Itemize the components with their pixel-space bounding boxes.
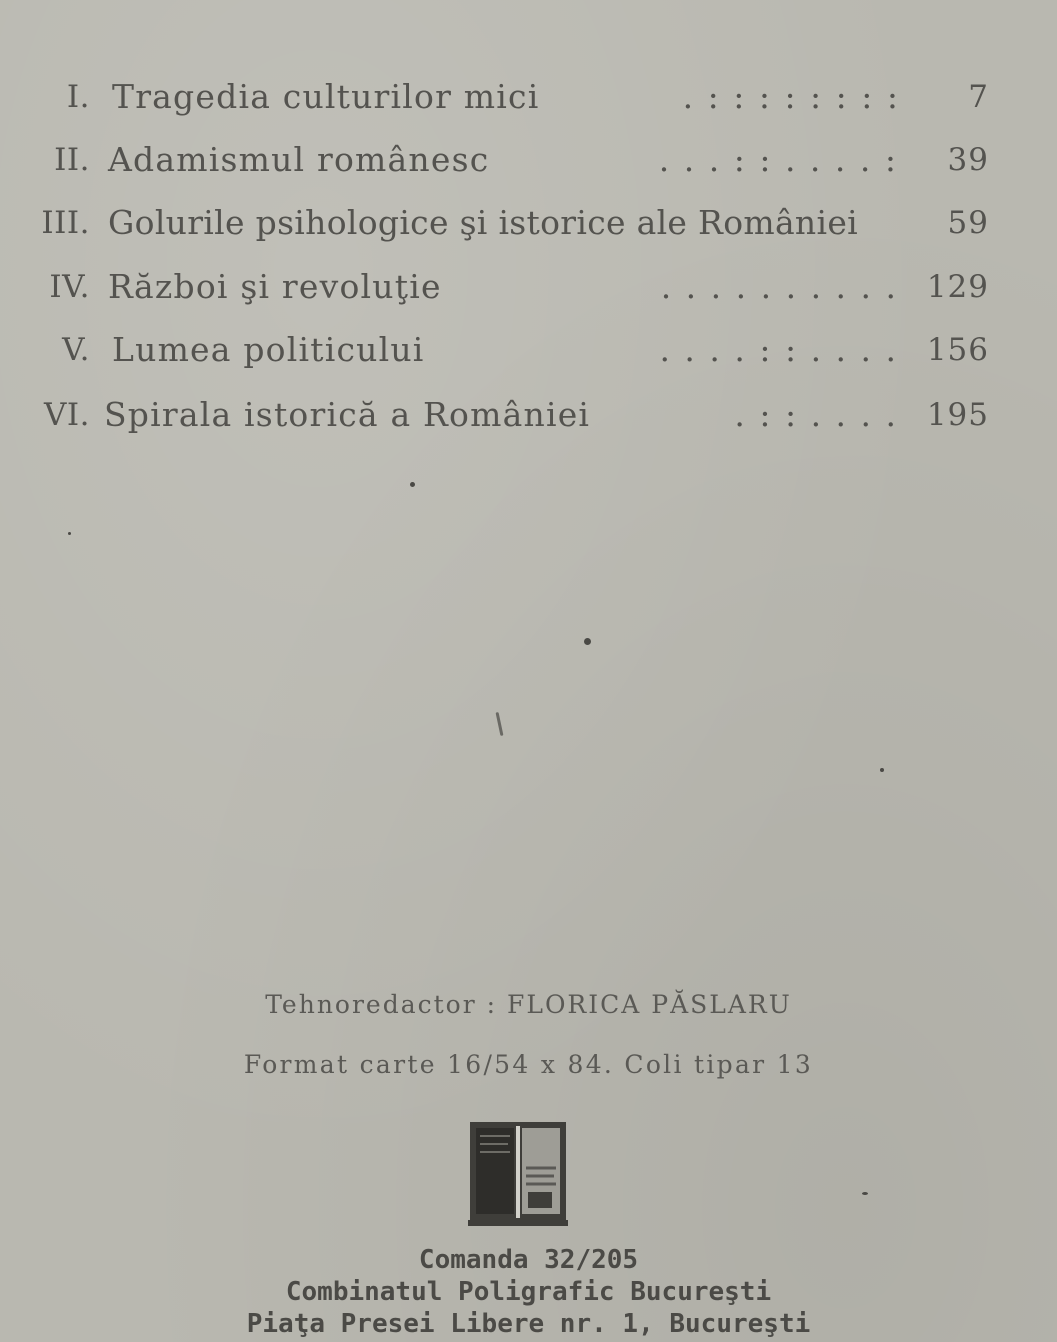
chapter-title: Tragedia culturilor mici [112, 77, 540, 116]
dot-leader: . . . . . . . . . . [660, 267, 898, 306]
ink-speck [68, 532, 71, 535]
toc-entry-4 [0, 262, 1057, 312]
printing-house-name: Combinatul Poligrafic Bucureşti [285, 1277, 772, 1307]
chapter-title: Golurile psihologice şi istorice ale României [108, 203, 859, 242]
chapter-title: Adamismul românesc [108, 140, 490, 179]
ink-scratch [496, 712, 504, 736]
colophon-technical-editor: Tehnoredactor : FLORICA PĂSLARU [265, 990, 792, 1019]
colophon-format: Format carte 16/54 x 84. Coli tipar 13 [243, 1050, 814, 1079]
dot-leader: . . . . : : . . . . [659, 330, 898, 369]
chapter-number: IV. [49, 269, 90, 305]
toc-entry-5 [0, 325, 1057, 375]
dot-leader: . : : : : : : : : [682, 77, 900, 116]
page-number: 59 [947, 205, 989, 241]
chapter-number: V. [62, 332, 90, 368]
page-number: 7 [968, 79, 989, 115]
chapter-number: III. [41, 205, 90, 241]
page-number: 195 [926, 397, 989, 433]
ink-speck [410, 482, 415, 487]
toc-entry-2 [0, 135, 1057, 185]
chapter-number: I. [66, 79, 90, 115]
page-number: 129 [926, 269, 989, 305]
ink-speck [880, 768, 884, 772]
toc-entry-1 [0, 72, 1057, 122]
ink-speck [862, 1192, 868, 1195]
toc-entry-6 [0, 390, 1057, 440]
chapter-number: VI. [44, 397, 90, 433]
page-number: 39 [947, 142, 989, 178]
print-order-number: Comanda 32/205 [418, 1245, 639, 1275]
chapter-number: II. [54, 142, 90, 178]
dot-leader: . . . : : . . . . : [658, 140, 898, 179]
toc-entry-3 [0, 198, 1057, 248]
chapter-title: Război şi revoluţie [108, 267, 442, 306]
ink-speck [584, 638, 591, 645]
page-number: 156 [926, 332, 989, 368]
printing-house-address: Piaţa Presei Libere nr. 1, Bucureşti [246, 1309, 811, 1339]
chapter-title: Spirala istorică a României [104, 395, 591, 434]
open-book-publisher-logo-icon [468, 1118, 568, 1226]
dot-leader: . : : . . . . [734, 395, 898, 434]
chapter-title: Lumea politicului [112, 330, 425, 369]
